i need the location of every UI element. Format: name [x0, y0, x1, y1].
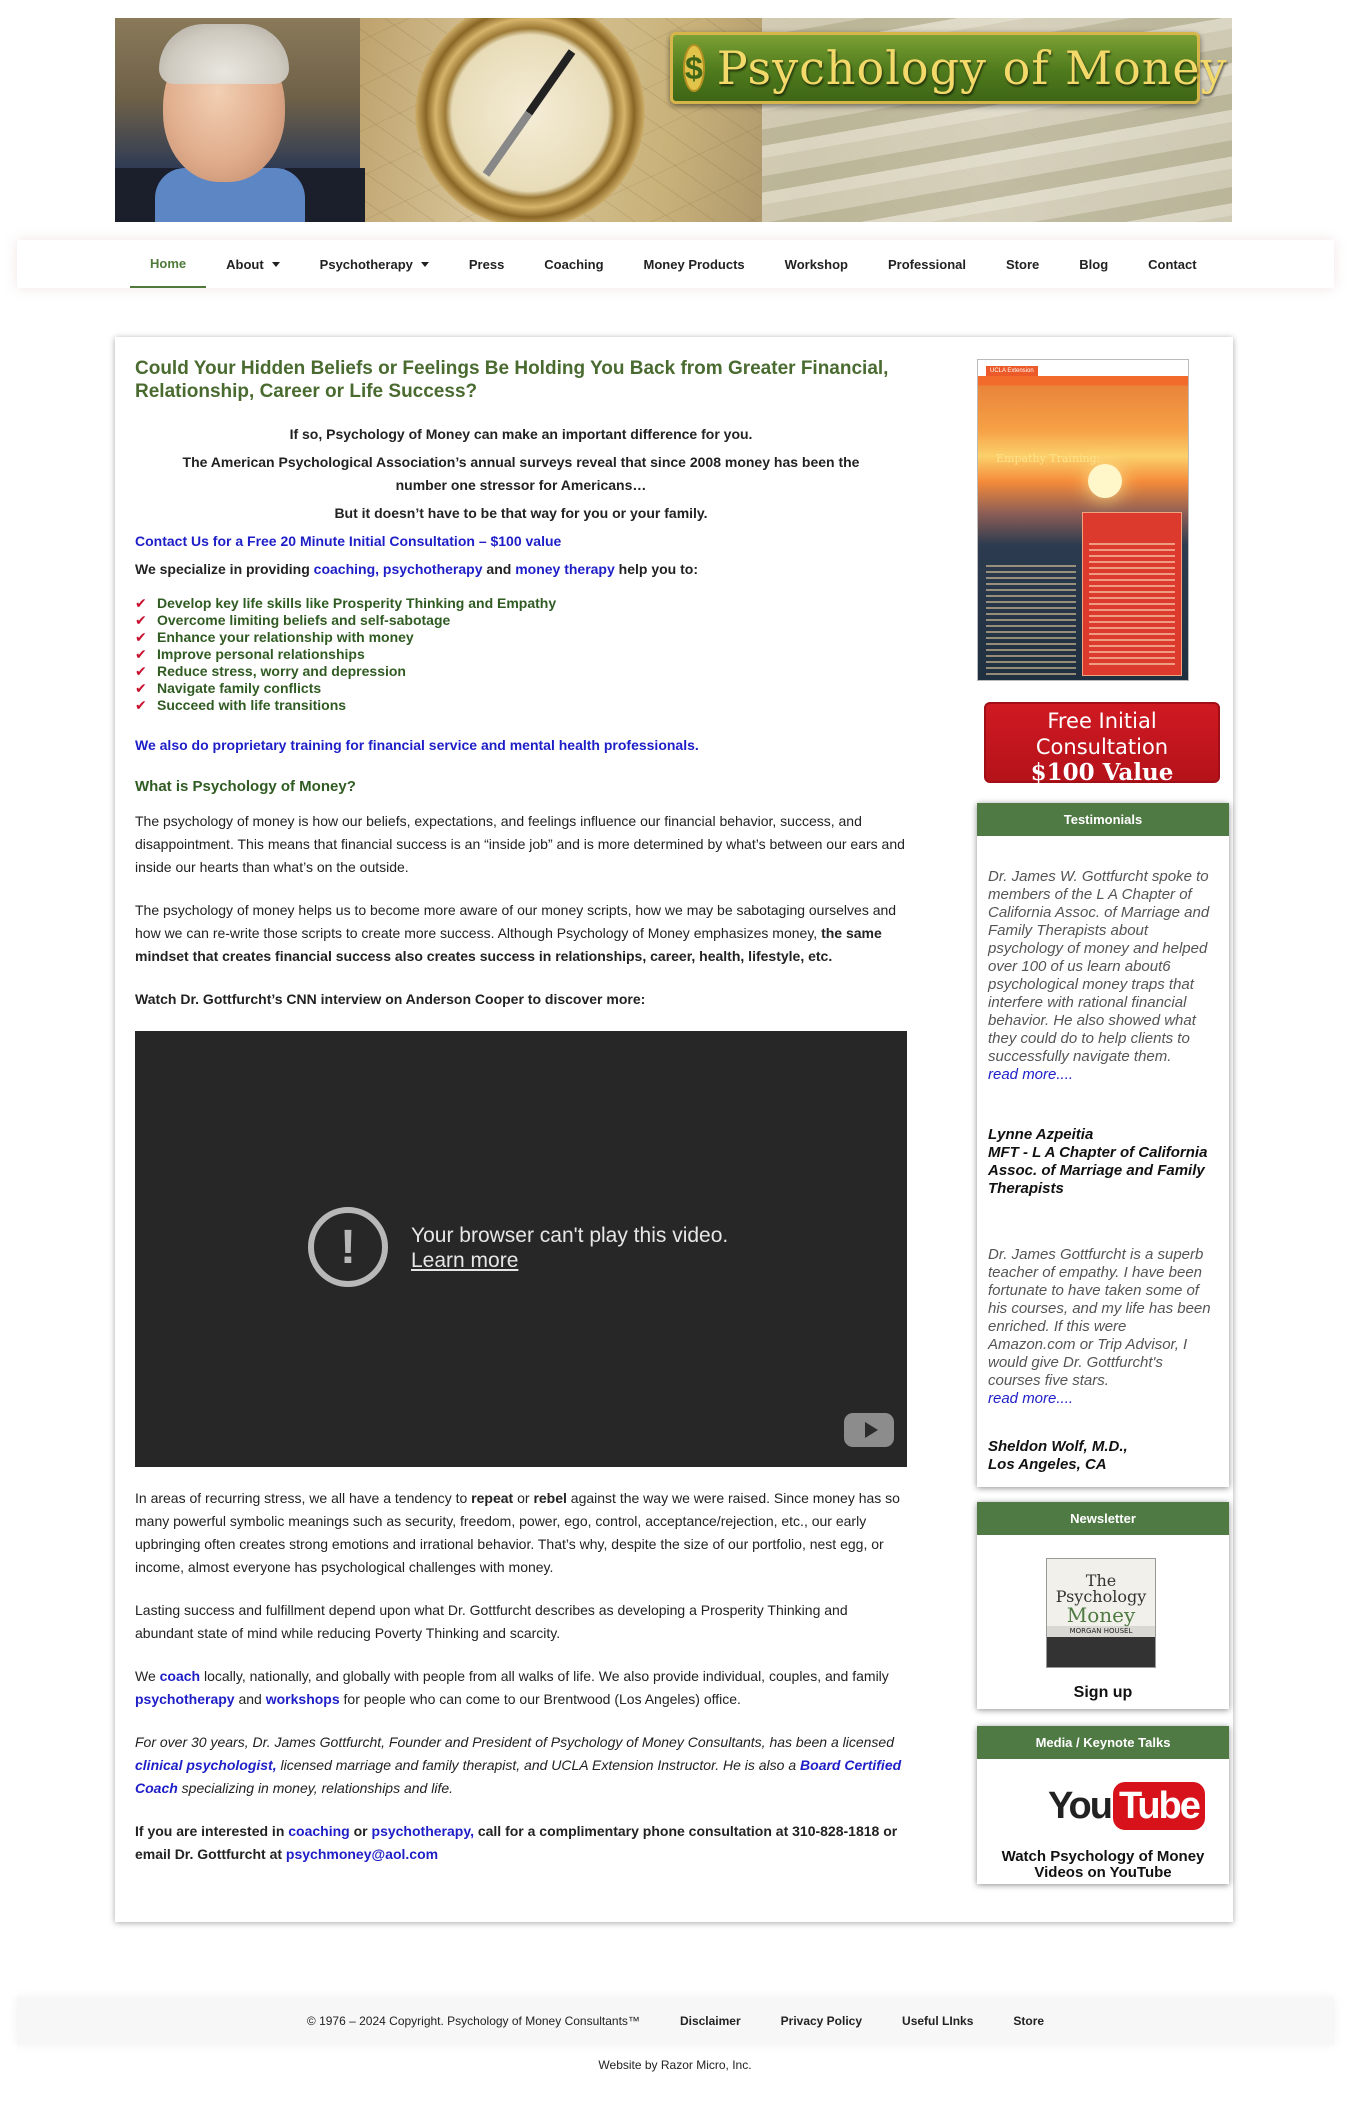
chevron-down-icon: [272, 262, 280, 267]
list-item: ✔ Navigate family conflicts: [135, 680, 322, 696]
nav-item-contact[interactable]: Contact: [1148, 256, 1197, 272]
checkmark-icon: ✔: [135, 680, 147, 696]
nav-item-money-products[interactable]: Money Products: [643, 256, 745, 272]
paragraph-3: In areas of recurring stress, we all have a tendency to repeat or rebel against the way we were raised. Since money has so many powerful symbolic meanings such as security, freedom, power, ego, control, acceptance/rejection, etc., our early upbringing often creates strong emotions and irrational behavior. That’s why, despite the size of our portfolio, nest egg, or income, almost everyone has psychological challenges with money.: [135, 1490, 900, 1575]
intro-line-1: If so, Psychology of Money can make an important difference for you.: [289, 426, 753, 442]
coaching-link[interactable]: coaching,: [313, 561, 380, 577]
youtube-logo[interactable]: You Tube: [1048, 1782, 1205, 1830]
coach-link[interactable]: coach: [159, 1668, 201, 1684]
checkmark-icon: ✔: [135, 697, 147, 713]
checkmark-icon: ✔: [135, 612, 147, 628]
watch-interview-label: Watch Dr. Gottfurcht’s CNN interview on Anderson Cooper to discover more:: [135, 991, 646, 1007]
paragraph-6: For over 30 years, Dr. James Gottfurcht, Founder and President of Psychology of Money Consultants, has been a licensed clinical psychologist, licensed marriage and family therapist, and UCLA Extension Instructor. He is also a Board Certified Coach specializing in money, relationships and life.: [135, 1734, 902, 1796]
site-logo[interactable]: [670, 32, 1228, 104]
nav-item-store[interactable]: Store: [1006, 256, 1040, 272]
read-more-link-2[interactable]: read more....: [988, 1390, 1074, 1407]
alert-icon: !: [308, 1207, 388, 1287]
list-item: ✔ Develop key life skills like Prosperity Thinking and Empathy: [135, 595, 557, 611]
list-item: ✔ Overcome limiting beliefs and self-sabotage: [135, 612, 451, 628]
free-consultation-button[interactable]: Free Initial Consultation $100 Value Click Here for Details: [984, 702, 1220, 783]
site-credit[interactable]: Website by Razor Micro, Inc.: [598, 2058, 752, 2072]
section-heading-what-is: What is Psychology of Money?: [135, 778, 356, 795]
nav-item-workshop[interactable]: Workshop: [784, 256, 848, 272]
dollar-head-icon: $: [683, 44, 705, 92]
free-consultation-link[interactable]: Contact Us for a Free 20 Minute Initial Consultation – $100 value: [135, 533, 562, 549]
list-item: ✔ Succeed with life transitions: [135, 697, 347, 713]
learn-more-link[interactable]: Learn more: [411, 1249, 519, 1272]
nav-item-blog[interactable]: Blog: [1079, 256, 1109, 272]
paragraph-1: The psychology of money is how our beliefs, expectations, and feelings influence our financial behavior, success, and disappointment. This means that financial success is an “inside job” and is more determined by what’s between our ears and inside our hearts than what’s on the outside.: [135, 813, 905, 875]
newsletter-widget: [977, 1502, 1229, 1709]
empathy-training-flyer[interactable]: [977, 359, 1189, 681]
video-error-message: Your browser can't play this video. Learn more: [411, 1224, 729, 1272]
testimonials-body: [977, 836, 1229, 1474]
footer-link-useful-links[interactable]: Useful LInks: [902, 2014, 974, 2028]
paragraph-4: Lasting success and fulfillment depend upon what Dr. Gottfurcht describes as developing a Prosperity Thinking and abundant state of mind while reducing Poverty Thinking and scarcity.: [135, 1602, 848, 1641]
video-player[interactable]: [135, 1031, 907, 1467]
copyright-text: © 1976 – 2024 Copyright. Psychology of Money Consultants™: [306, 2014, 640, 2028]
testimonial-text-1: Dr. James W. Gottfurcht spoke to members of the L A Chapter of California Assoc. of Marriage and Family Therapists about psychology of money and helped over 100 of us learn about6 psychological money traps that interfere with rational financial behavior. He also showed what they could do to help clients to successfully navigate them.: [988, 868, 1210, 1065]
checkmark-icon: ✔: [135, 663, 147, 679]
main-nav: [17, 240, 1334, 288]
newsletter-title: Newsletter: [977, 1502, 1229, 1535]
coaching-link-2[interactable]: coaching: [288, 1823, 350, 1839]
list-item: ✔ Reduce stress, worry and depression: [135, 663, 406, 679]
email-link[interactable]: psychmoney@aol.com: [285, 1846, 439, 1862]
flyer-badge: UCLA Extension: [986, 366, 1038, 376]
paragraph-7: If you are interested in coaching or psychotherapy, call for a complimentary phone consultation at 310-828-1818 or email Dr. Gottfurcht at psychmoney@aol.com: [135, 1823, 898, 1862]
benefits-list: [135, 595, 907, 714]
compass-image: [415, 18, 645, 222]
page-headline: Could Your Hidden Beliefs or Feelings Be Holding You Back from Greater Financial, Relationship, Career or Life Success?: [135, 358, 889, 402]
psychotherapy-link[interactable]: psychotherapy: [382, 561, 483, 577]
testimonials-widget: [977, 803, 1229, 1487]
paragraph-5: We coach locally, nationally, and globally with people from all walks of life. We also provide individual, couples, and family psychotherapy and workshops for people who can come to our Brentwood (Los Angeles) office.: [135, 1668, 889, 1707]
nav-item-about[interactable]: About: [206, 240, 300, 288]
main-content-card: [115, 337, 1233, 1922]
intro-line-3: But it doesn’t have to be that way for you or your family.: [334, 505, 708, 521]
flyer-text-block: [986, 565, 1076, 675]
footer-link-store[interactable]: Store: [1013, 2014, 1045, 2028]
specialize-line: We specialize in providing coaching, psychotherapy and money therapy help you to:: [135, 561, 698, 577]
list-item: ✔ Improve personal relationships: [135, 646, 365, 662]
checkmark-icon: ✔: [135, 646, 147, 662]
psychotherapy-link-2[interactable]: psychotherapy: [135, 1691, 235, 1707]
nav-item-professional[interactable]: Professional: [887, 256, 967, 272]
main-article: [135, 357, 907, 1866]
media-title: Media / Keynote Talks: [977, 1726, 1229, 1759]
media-widget: [977, 1726, 1229, 1884]
footer-link-privacy[interactable]: Privacy Policy: [780, 2014, 863, 2028]
testimonial-author-2: Sheldon Wolf, M.D., Los Angeles, CA: [988, 1438, 1128, 1473]
board-certified-coach-link[interactable]: Board Certified Coach: [135, 1757, 902, 1796]
professional-training-link[interactable]: We also do proprietary training for financial service and mental health professionals.: [135, 737, 699, 753]
checkmark-icon: ✔: [135, 629, 147, 645]
sunset-image: [1088, 464, 1122, 498]
flyer-text-panel: [1082, 512, 1182, 676]
nav-item-psychotherapy[interactable]: Psychotherapy: [300, 240, 449, 288]
header-banner[interactable]: [115, 18, 1232, 222]
site-title: Psychology of Money: [716, 41, 1228, 95]
footer-link-disclaimer[interactable]: Disclaimer: [679, 2014, 741, 2028]
checkmark-icon: ✔: [135, 595, 147, 611]
paragraph-2: The psychology of money helps us to become more aware of our money scripts, how we may be sabotaging ourselves and how we can re-write those scripts to create more success. Although Psychology of Money emphasizes money, the same mindset that creates financial success also creates success in relationships, career, health, lifestyle, etc.: [135, 902, 897, 964]
psychotherapy-link-3[interactable]: psychotherapy,: [371, 1823, 474, 1839]
nav-item-home[interactable]: Home: [130, 240, 206, 288]
book-cover-image[interactable]: The Psychology Money MORGAN HOUSEL: [1046, 1558, 1156, 1668]
nav-list: [130, 240, 1217, 288]
workshops-link[interactable]: workshops: [265, 1691, 340, 1707]
testimonial-author-1: Lynne Azpeitia MFT - L A Chapter of California Assoc. of Marriage and Family Therapists: [988, 1126, 1208, 1197]
intro-line-2: The American Psychological Association’s annual surveys reveal that since 2008 money has been the number one stressor for Americans…: [182, 454, 860, 493]
list-item: ✔ Enhance your relationship with money: [135, 629, 414, 645]
money-therapy-link[interactable]: money therapy: [515, 561, 615, 577]
nav-item-coaching[interactable]: Coaching: [544, 256, 604, 272]
clinical-psychologist-link[interactable]: clinical psychologist,: [135, 1757, 277, 1773]
nav-item-press[interactable]: Press: [468, 256, 505, 272]
chevron-down-icon: [421, 262, 429, 267]
youtube-play-icon[interactable]: [844, 1413, 894, 1447]
flyer-title: Empathy Training:: [996, 452, 1101, 465]
read-more-link-1[interactable]: read more....: [988, 1066, 1074, 1083]
youtube-caption-link[interactable]: Watch Psychology of Money Videos on YouTube: [1001, 1848, 1205, 1881]
footer-bar: [17, 1997, 1334, 2045]
testimonial-text-2: Dr. James Gottfurcht is a superb teacher of empathy. I have been fortunate to have taken some of his courses, and my life has been enriched. If this were Amazon.com or Trip Advisor, I would give Dr. Gottfurcht's courses five stars.: [988, 1246, 1211, 1389]
testimonials-title: Testimonials: [977, 803, 1229, 836]
banner-portrait: [115, 18, 360, 222]
sign-up-link[interactable]: Sign up: [1073, 1684, 1133, 1701]
